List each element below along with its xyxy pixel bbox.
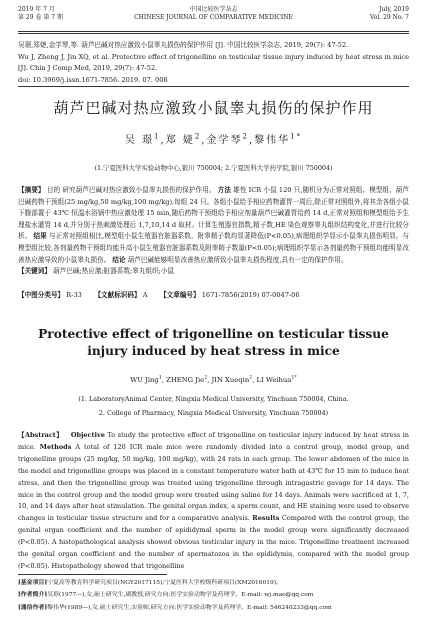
journal-name-cn: 中国比较医学杂志 [189, 6, 238, 13]
journal-name-en: CHINESE JOURNAL OF COMPARATIVE MEDICINE [134, 14, 293, 21]
header-rule-thin [18, 33, 409, 34]
methods-label-en: Methods [39, 442, 72, 451]
authors-en [18, 375, 409, 385]
clc-label: 【中图分类号】 [18, 291, 65, 299]
author-name: , ZHENG Jie [161, 376, 205, 384]
affiliation-en-2: 2. College of Pharmacy, Ningxia Medical University, Yinchuan 750004) [98, 409, 329, 417]
abstract-methods-en: A total of 120 ICR male mice were randomly divided into a control group, model group, and trigonelline groups (25 mg/kg, 50 mg/kg, 100 mg/kg), with 24 rats in each group. The lower abdomen of the mice in the model and trigonelline groups was placed in a constant temperature water bath at 43℃ for 15 min to induce heat stress, and then the trigonelline group was treated using trigonelline through intragastric gavage for 14 days. The mice in the control group and the model group were treated using saline for 14 days. Animals were sacrificed at 1, 7, 10, and 14 days after heat stimulation. The genital organ index, a sperm count, and HE staining were used to observe changes in testicular tissue structure and for a comparative analysis. [18, 442, 409, 523]
results-label: 结果 [33, 232, 47, 241]
doc-code-label: 【文献标识码】 [94, 291, 141, 299]
doi: doi: 10.3969/j.issn.1671-7856. 2019. 07. 008 [18, 75, 168, 84]
abstract-results-en: Compared with the control group, the genital organ coefficient and the number of epididymal sperm in the model group were significantly decreased (P<0.05). A histopathological analysis showed obvious testicular injury in the mice. Trigonelline treatment increased the genital organ coefficient and the number of spermatozoa in the epididymis, compared with the model group (P<0.05). Histopathology showed that trigonelline [18, 514, 409, 570]
author-affil-mark: 1* [290, 132, 303, 141]
author-name: WU Jing [130, 376, 159, 384]
fund-note [18, 577, 409, 589]
author-bio-text: 吴璟(1977—),女,硕士研究生,副教授,研究方向:医学实验动物学及药理学。E-mail: wj.mao@qq.com [47, 592, 314, 599]
abstract-cn [18, 185, 409, 278]
abstract-conclusion: 葫芦巴碱能够明显改善热应激所致小鼠睾丸损伤程度,具有一定的保护作用。 [127, 255, 348, 264]
header-volume-en: Vol. 29 No. 7 [369, 14, 409, 21]
doc-code-value: A [142, 291, 148, 299]
affiliation-cn: (1.宁夏医科大学实验动物中心,银川 750004; 2.宁夏医科大学药学院,银川 750004) [94, 164, 333, 172]
footnote-rule [18, 574, 167, 575]
author-name: ,黎伟华 [248, 135, 291, 146]
corresponding-text: 黎伟华(1989—),女,硕士研究生,实验师,研究方向:医学实验动物学及药理学。E-mail: 546240233@qq.com [47, 604, 332, 611]
abstract-label: 【摘要】 [18, 186, 45, 194]
author-name: ,金学琴 [201, 135, 243, 146]
citation-block [18, 40, 409, 86]
authors-cn [18, 134, 409, 148]
author-affil-mark: 1* [291, 375, 297, 381]
header-right [370, 6, 409, 22]
affiliation-en [18, 392, 409, 420]
author-name: , LI Weihua [252, 376, 292, 384]
header-center [18, 6, 409, 22]
header-rule [18, 31, 409, 32]
article-id-value: 1671-7856(2019) 07-0047-06 [201, 291, 300, 299]
author-affil-mark: 1 [154, 132, 161, 141]
title-en: Protective effect of trigonelline on testicular tissue injury induced by heat stress in mice [38, 327, 389, 358]
author-name: ,郑 婕 [160, 135, 195, 146]
keywords-label: 【关键词】 [18, 267, 51, 276]
results-label-en: Results [252, 514, 280, 523]
abstract-en [18, 430, 409, 573]
author-affil-mark: 1 [158, 375, 162, 381]
fund-label: [基金项目] [18, 579, 48, 586]
title-cn: 葫芦巴碱对热应激致小鼠睾丸损伤的保护作用 [53, 99, 374, 117]
author-bio-label: [作者简介] [18, 591, 48, 599]
clc-value: R-33 [66, 291, 82, 299]
article-id-label: 【文章编号】 [160, 291, 200, 299]
corresponding-note [18, 602, 409, 614]
classification-line [18, 290, 409, 300]
citation-cn: 吴璟,郑婕,金学琴,等. 葫芦巴碱对热应激致小鼠睾丸损伤的保护作用 [J]. 中国比较医学杂志, 2019, 29(7): 47-52. [18, 41, 349, 49]
abstract-objective-en: To study the protective effect of trigonelline on testicular injury induced by heat stress in mice. [18, 431, 409, 451]
author-affil-mark: 2 [242, 132, 249, 141]
author-affil-mark: 2 [249, 375, 253, 381]
abstract-results: 与正常对照组相比,模型组小鼠生殖器官脏器系数、附睾精子数均显著降低(P<0.05),病理组织学显示小鼠睾丸损伤明显。与模型组比较,各剂量药物干预组均能升高小鼠生殖器官脏器系数及附睾精子数量(P<0.05);病理组织学显示各剂量药物干预组均能明显改善热应激导致的小鼠睾丸损伤。 [18, 232, 409, 264]
author-affil-mark: 2 [194, 132, 202, 141]
fund-text: 宁夏高等教育科学研究项目(NGY2017115);宁夏医科大学校级科研项目(XM2016019)。 [47, 580, 282, 586]
conclusion-label: 结论 [112, 255, 126, 264]
author-affil-mark: 2 [204, 375, 208, 381]
footnotes [18, 577, 409, 614]
abstract-objective: 目的 研究葫芦巴碱对热应激致小鼠睾丸损伤的保护作用。 [46, 186, 216, 194]
author-name: 吴 璟 [124, 135, 155, 146]
running-header [18, 4, 409, 30]
header-date-en: July, 2019 [379, 6, 409, 13]
affiliation-en-1: (1. LaboratoryAnimal Center, Ningxia Medical University, Yinchuan 750004, China. [78, 395, 349, 403]
citation-rule [18, 86, 409, 87]
keywords: 葫芦巴碱;热应激;脏器系数;睾丸组织;小鼠 [53, 267, 175, 276]
abstract-label-en: 【Abstract】 [18, 431, 64, 439]
abstract-methods: 雄性 ICR 小鼠 120 只,随机分为正常对照组、模型组、葫芦巴碱药物干预组(25 mg/kg,50 mg/kg,100 mg/kg),每组 24 只。各组小鼠给予相应药物灌胃一周后,除正常对照组外,将其余各组小鼠下腹部置于 43℃ 恒温水浴锅中热应激处理 15 min,随后药物干预组给予相应剂量葫芦巴碱灌胃给药 14 d,正常对照组和模型组给予生理盐水灌胃 14 d,并分别于热刺激处理后 1,7,10,14 d 取材。计算生殖器官指数,精子数,HE 染色观察睾丸组织结构变化,并进行比较分析。 [18, 186, 409, 241]
corresponding-label: [通信作者] [18, 603, 48, 611]
header-date: 2019 年 7 月 [18, 6, 55, 13]
methods-label: 方法 [217, 186, 231, 194]
objective-label-en: Objective [70, 431, 105, 439]
author-name: , JIN Xueqin [207, 376, 250, 384]
author-note [18, 589, 409, 601]
header-volume: 第 29 卷 第 7 期 [18, 14, 63, 21]
citation-en: Wu J, Zheng J, Jin XQ, et al. Protective effect of trigonelline on testicular tissue injury induced by heat stress in mice [J]. Chin J Comp Med, 2019, 29(7): 47-52. [18, 52, 409, 72]
